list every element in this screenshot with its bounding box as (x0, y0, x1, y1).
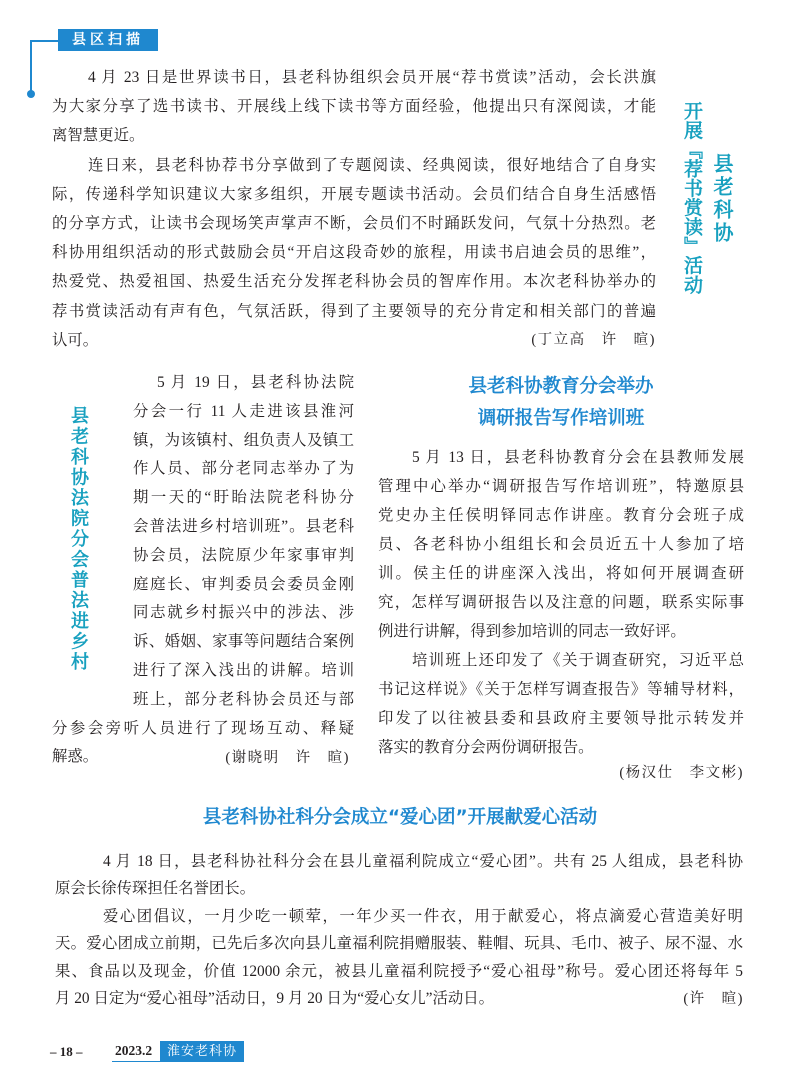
article-reading-title-line-1: 县老科协 (710, 153, 734, 245)
text-line: 解惑。 (52, 748, 99, 766)
text-line: 分会一行 11 人走进该县淮河 (133, 402, 354, 420)
text-line: 印发了以往被县委和县政府主要领导批示转发并 (378, 709, 744, 727)
article-reading-byline: (丁立高 许 暄) (531, 332, 656, 348)
article-court-title: 县老科协法院分会普法进乡村 (68, 406, 89, 673)
paragraph (55, 848, 743, 903)
text-line: 连日来，县老科协荐书分享做到了专题阅读、经典阅读，很好地结合了自身实 (88, 156, 656, 174)
text-line: 认可。 (52, 331, 99, 349)
text-line: 镇，为该镇村、组负责人及镇工 (133, 431, 354, 449)
text-line: 5 月 13 日，县老科协教育分会在县教师发展 (412, 448, 744, 466)
paragraph (378, 443, 744, 646)
section-tag: 县区扫描 (58, 29, 158, 51)
article-education-title-line-1: 县老科协教育分会举办 (468, 376, 654, 397)
text-line: 科协用组织活动的形式鼓励会员“开启这段奇妙的旅程，用读书启迪会员的思维”， (52, 244, 656, 262)
text-line: 热爱党、热爱祖国、热爱生活充分发挥老科协会员的智库作用。本次老科协举办的 (52, 273, 656, 291)
paragraph (378, 646, 744, 762)
text-line: 诉、婚姻、家事等问题结合案例 (133, 633, 354, 651)
text-line: 班上，部分老科协会员还与部 (133, 690, 354, 708)
text-line: 党史办主任侯明铎同志作讲座。教育分会班子成 (378, 506, 744, 524)
article-education-body (378, 443, 744, 762)
text-line: 会普法进乡村培训班”。县老科 (133, 517, 354, 535)
text-line: 员、各老科协小组组长和会员近五十人参加了培 (378, 535, 744, 553)
article-education-title (378, 371, 744, 435)
magazine-name-badge: 淮安老科协 (160, 1041, 244, 1062)
text-line: 果、食品以及现金，价值 12000 余元，被县儿童福利院授予“爱心祖母”称号。爱心团还将每年 5 (55, 962, 743, 980)
page-number: – 18 – (50, 1044, 83, 1059)
text-line: 天。爱心团成立前期，已先后多次向县儿童福利院捐赠服装、鞋帽、玩具、毛巾、被子、尿不湿、水 (55, 935, 743, 953)
text-line: 例进行讲解，得到参加培训的同志一致好评。 (378, 622, 686, 640)
text-line: 月 20 日定为“爱心祖母”活动日，9 月 20 日为“爱心女儿”活动日。 (55, 989, 495, 1007)
header-rule (30, 40, 58, 42)
text-line: 协会员，法院原少年家事审判 (133, 546, 354, 564)
text-line: 同志就乡村振兴中的涉法、涉 (133, 604, 354, 622)
text-line: 荐书赏读活动有声有色，气氛活跃，得到了主要领导的充分肯定和相关部门的普遍 (52, 302, 656, 320)
footer-rule (112, 1061, 160, 1062)
article-education-title-line-2: 调研报告写作培训班 (477, 408, 645, 429)
text-line: 管理中心举办“调研报告写作培训班”，特邀原县 (378, 477, 744, 495)
paragraph (52, 151, 656, 355)
paragraph (55, 903, 743, 1013)
text-line: 培训班上还印发了《关于调查研究，习近平总 (412, 651, 744, 669)
header-dot (27, 90, 35, 98)
text-line: 期一天的“盱眙法院老科协分 (133, 489, 354, 507)
text-line: 离智慧更近。 (52, 127, 145, 145)
text-line: 的分享方式，让读书会现场笑声掌声不断，会员们不时踊跃发问，气氛十分热烈。老 (52, 214, 656, 232)
text-line: 为大家分享了选书读书、开展线上线下读书等方面经验，他提出只有深阅读，才能 (52, 98, 656, 116)
article-reading-body (52, 63, 656, 355)
article-court-body (52, 369, 354, 772)
text-line: 原会长徐传琛担任名誉团长。 (55, 880, 256, 898)
text-line: 4 月 18 日，县老科协社科分会在县儿童福利院成立“爱心团”。共有 25 人组成，县老科协 (103, 853, 743, 870)
text-line: 际，传递科学知识建议大家多组织，开展专题读书活动。会员们结合自身生活感悟 (52, 185, 656, 203)
text-line: 落实的教育分会两份调研报告。 (378, 738, 594, 756)
article-reading-title-line-2: 开展『荐书赏读』活动 (681, 101, 703, 294)
paragraph (52, 63, 656, 151)
text-line: 4 月 23 日是世界读书日，县老科协组织会员开展“荐书赏读”活动，会长洪旗 (88, 69, 656, 86)
paragraph (52, 369, 354, 772)
issue-label: 2023.2 (115, 1043, 153, 1058)
article-charity-byline: (许 暄) (683, 991, 744, 1007)
article-charity-title: 县老科协社科分会成立“爱心团”开展献爱心活动 (202, 807, 598, 828)
article-education-byline: (杨汉仕 李文彬) (619, 765, 744, 781)
text-line: 书记这样说》《关于怎样写调查报告》等辅导材料， (378, 680, 744, 698)
header-side-rule (30, 40, 32, 93)
text-line: 分参会旁听人员进行了现场互动、释疑 (52, 719, 354, 737)
text-line: 5 月 19 日，县老科协法院 (157, 374, 354, 391)
text-line: 庭庭长、审判委员会委员金刚 (133, 575, 354, 593)
article-court-byline: (谢晓明 许 暄) (225, 750, 350, 766)
text-line: 爱心团倡议，一月少吃一顿荤，一年少买一件衣，用于献爱心，将点滴爱心营造美好明 (103, 907, 743, 925)
text-line: 究，怎样写调研报告以及注意的问题，联系实际事 (378, 593, 744, 611)
article-charity-body (55, 848, 743, 1012)
text-line: 训。侯主任的讲座深入浅出，将如何开展调查研 (378, 564, 744, 582)
text-line: 进行了深入浅出的讲解。培训 (133, 661, 354, 679)
text-line: 作人员、部分老同志举办了为 (133, 460, 354, 478)
